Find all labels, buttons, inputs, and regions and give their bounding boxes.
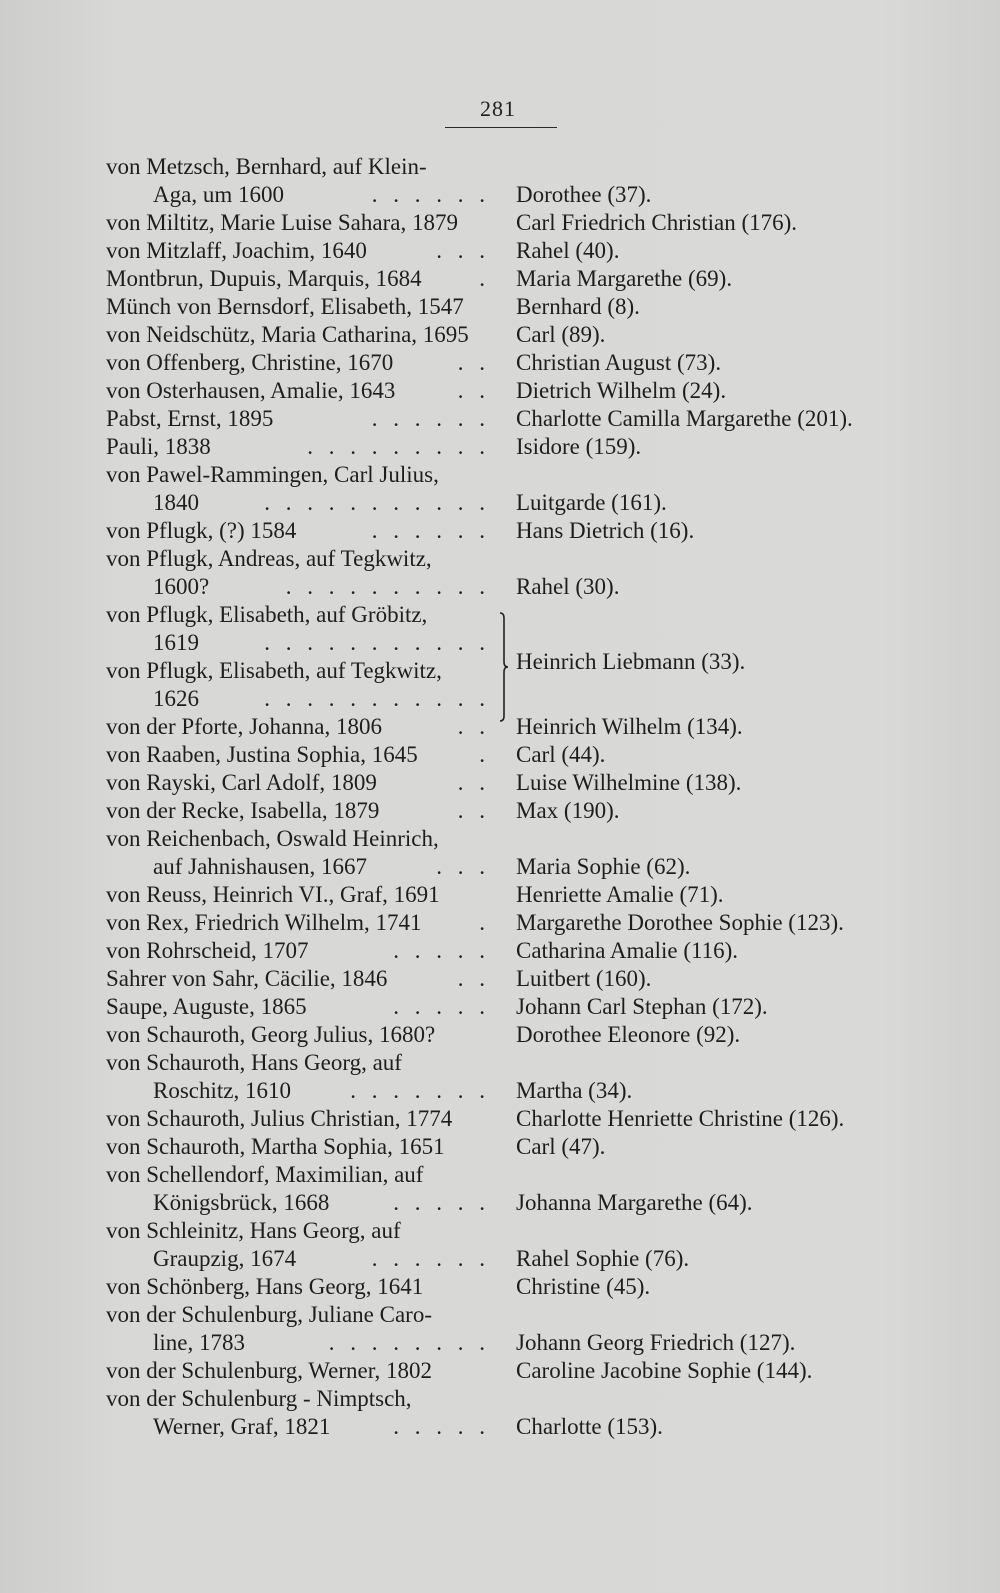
leader-dots: . . (457, 798, 490, 823)
child-name: Maria Margarethe (69). (516, 266, 733, 291)
parent-name: von Schellendorf, Maximilian, auf (106, 1162, 424, 1187)
bracket-brace (500, 612, 509, 722)
parent-name: von Pflugk, Elisabeth, auf Gröbitz, (106, 602, 428, 627)
leader-dots: . . . . . . . . . (307, 434, 490, 459)
parent-name-continued: Aga, um 1600 (153, 182, 284, 207)
child-name: Charlotte (153). (516, 1414, 663, 1439)
child-name: Luise Wilhelmine (138). (516, 770, 742, 795)
parent-name: von Schauroth, Martha Sophia, 1651 (106, 1134, 445, 1159)
child-name: Christine (45). (516, 1274, 651, 1299)
child-name: Carl Friedrich Christian (176). (516, 210, 798, 235)
leader-dots: . . . . . . (371, 518, 490, 543)
parent-name: Pabst, Ernst, 1895 (106, 406, 274, 431)
parent-name-continued: line, 1783 (153, 1330, 245, 1355)
leader-dots: . . . . . (393, 1190, 490, 1215)
parent-name-continued: Königsbrück, 1668 (153, 1190, 330, 1215)
page-number: 281 (480, 96, 516, 121)
child-name: Charlotte Camilla Margarethe (201). (516, 406, 853, 431)
parent-name-continued: Roschitz, 1610 (153, 1078, 291, 1103)
child-name: Heinrich Wilhelm (134). (516, 714, 743, 739)
leader-dots: . . (457, 714, 490, 739)
child-name: Henriette Amalie (71). (516, 882, 724, 907)
leader-dots: . . . . . (393, 1414, 490, 1439)
parent-name: von Mitzlaff, Joachim, 1640 (106, 238, 367, 263)
parent-name: von Neidschütz, Maria Catharina, 1695 (106, 322, 469, 347)
parent-name: Sahrer von Sahr, Cäcilie, 1846 (106, 966, 388, 991)
leader-dots: . . . . . . . . . . . (264, 490, 490, 515)
leader-dots: . . . . . . . . . . (285, 574, 490, 599)
parent-name-continued: Graupzig, 1674 (153, 1246, 297, 1271)
parent-name: Montbrun, Dupuis, Marquis, 1684 (106, 266, 422, 291)
leader-dots: . . . (436, 238, 490, 263)
child-name: Isidore (159). (516, 434, 642, 459)
child-name: Charlotte Henriette Christine (126). (516, 1106, 845, 1131)
parent-name: Pauli, 1838 (106, 434, 211, 459)
child-name: Christian August (73). (516, 350, 722, 375)
child-name: Rahel (40). (516, 238, 620, 263)
child-name: Max (190). (516, 798, 620, 823)
parent-name: von Schauroth, Georg Julius, 1680? (106, 1022, 436, 1047)
leader-dots: . (479, 742, 490, 767)
parent-name: von Schleinitz, Hans Georg, auf (106, 1218, 401, 1243)
leader-dots: . . . . . (393, 938, 490, 963)
leader-dots: . . (457, 770, 490, 795)
child-name: Dorothee (37). (516, 182, 652, 207)
leader-dots: . . (457, 350, 490, 375)
parent-name: von der Schulenburg, Werner, 1802 (106, 1358, 432, 1383)
parent-name-continued: 1626 (153, 686, 199, 711)
parent-name: von Metzsch, Bernhard, auf Klein- (106, 154, 427, 179)
parent-name: von Pflugk, (?) 1584 (106, 518, 297, 543)
parent-name: von Reuss, Heinrich VI., Graf, 1691 (106, 882, 440, 907)
leader-dots: . (479, 266, 490, 291)
parent-name: von Reichenbach, Oswald Heinrich, (106, 826, 439, 851)
child-name: Luitbert (160). (516, 966, 652, 991)
child-name: Johann Georg Friedrich (127). (516, 1330, 796, 1355)
child-name: Catharina Amalie (116). (516, 938, 739, 963)
parent-name: von Rex, Friedrich Wilhelm, 1741 (106, 910, 422, 935)
leader-dots: . . . . . . . . . . . (264, 686, 490, 711)
child-name: Luitgarde (161). (516, 490, 667, 515)
child-name: Johanna Margarethe (64). (516, 1190, 753, 1215)
child-name: Dorothee Eleonore (92). (516, 1022, 741, 1047)
parent-name: von Rohrscheid, 1707 (106, 938, 309, 963)
parent-name: von der Schulenburg - Nimptsch, (106, 1386, 412, 1411)
parent-name: von Raaben, Justina Sophia, 1645 (106, 742, 418, 767)
child-name: Dietrich Wilhelm (24). (516, 378, 727, 403)
parent-name-continued: auf Jahnishausen, 1667 (153, 854, 367, 879)
child-name: Carl (89). (516, 322, 606, 347)
leader-dots: . . . (436, 854, 490, 879)
parent-name-continued: Werner, Graf, 1821 (153, 1414, 331, 1439)
leader-dots: . . . . . . . (350, 1078, 490, 1103)
parent-name: von Pflugk, Andreas, auf Tegkwitz, (106, 546, 432, 571)
parent-name: Münch von Bernsdorf, Elisabeth, 1547 (106, 294, 464, 319)
parent-name: von Pflugk, Elisabeth, auf Tegkwitz, (106, 658, 442, 683)
parent-name: von Osterhausen, Amalie, 1643 (106, 378, 396, 403)
leader-dots: . . . . . . . . . . . (264, 630, 490, 655)
child-name: Caroline Jacobine Sophie (144). (516, 1358, 813, 1383)
child-name: Martha (34). (516, 1078, 633, 1103)
child-name: Carl (47). (516, 1134, 606, 1159)
bracketed-child-name: Heinrich Liebmann (33). (516, 649, 746, 674)
child-name: Rahel Sophie (76). (516, 1246, 690, 1271)
child-name: Bernhard (8). (516, 294, 640, 319)
child-name: Margarethe Dorothee Sophie (123). (516, 910, 844, 935)
parent-name-continued: 1840 (153, 490, 199, 515)
parent-name: von Miltitz, Marie Luise Sahara, 1879 (106, 210, 458, 235)
child-name: Maria Sophie (62). (516, 854, 691, 879)
parent-name: von Pawel-Rammingen, Carl Julius, (106, 462, 439, 487)
leader-dots: . (479, 910, 490, 935)
leader-dots: . . . . . (393, 994, 490, 1019)
parent-name: von Offenberg, Christine, 1670 (106, 350, 394, 375)
leader-dots: . . (457, 966, 490, 991)
leader-dots: . . (457, 378, 490, 403)
parent-name: Saupe, Auguste, 1865 (106, 994, 307, 1019)
parent-name-continued: 1600? (153, 574, 210, 599)
parent-name: von der Recke, Isabella, 1879 (106, 798, 380, 823)
parent-name: von der Pforte, Johanna, 1806 (106, 714, 382, 739)
parent-name: von Schauroth, Hans Georg, auf (106, 1050, 402, 1075)
leader-dots: . . . . . . (371, 182, 490, 207)
leader-dots: . . . . . . . . (328, 1330, 490, 1355)
child-name: Hans Dietrich (16). (516, 518, 695, 543)
child-name: Carl (44). (516, 742, 606, 767)
parent-name-continued: 1619 (153, 630, 199, 655)
header-rule (445, 127, 557, 128)
parent-name: von Schönberg, Hans Georg, 1641 (106, 1274, 424, 1299)
parent-name: von Rayski, Carl Adolf, 1809 (106, 770, 377, 795)
parent-name: von der Schulenburg, Juliane Caro- (106, 1302, 432, 1327)
child-name: Johann Carl Stephan (172). (516, 994, 768, 1019)
leader-dots: . . . . . . (371, 406, 490, 431)
parent-name: von Schauroth, Julius Christian, 1774 (106, 1106, 453, 1131)
child-name: Rahel (30). (516, 574, 620, 599)
leader-dots: . . . . . . (371, 1246, 490, 1271)
